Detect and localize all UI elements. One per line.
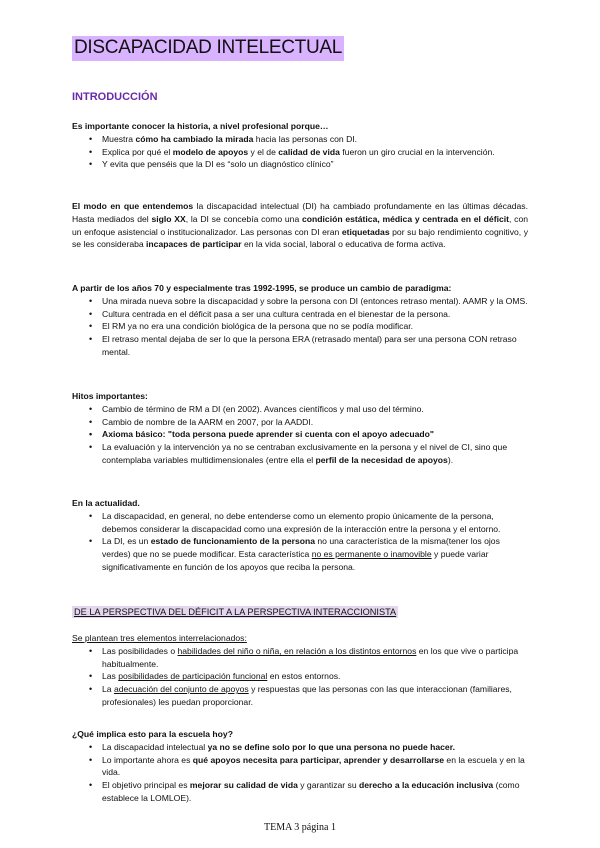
section-importance <box>72 120 528 171</box>
text: 70 <box>154 283 164 293</box>
section-milestones <box>72 390 528 467</box>
bold-text: perfil de la necesidad de apoyos <box>315 454 448 465</box>
list-item: • El RM ya no era una condición biológica de la persona que no se podía modificar. <box>72 320 528 333</box>
section-lead: Hitos importantes: <box>72 391 148 401</box>
text: , con un enfoque asistencial o institucionalizador. Las personas con DI eran <box>72 213 528 237</box>
underlined-text: posibilidades de participación funcional <box>118 671 268 682</box>
intro-heading: INTRODUCCIÓN <box>72 91 158 103</box>
bold-text: condición estática, médica y centrada en el déficit <box>302 213 509 224</box>
list-item: • La discapacidad, en general, no debe entenderse como un elemento propio únicamente de la persona, debemos considerar la discapacidad como una expresión de la interacción entre la persona y el entorno. <box>72 510 528 536</box>
section-school <box>72 728 528 805</box>
text: y puede variar significativamente en función de los apoyos que reciba la persona. <box>102 549 489 572</box>
list-item <box>72 146 528 159</box>
text: hacia las personas con DI. <box>253 133 358 144</box>
text: Lo importante ahora es <box>102 754 193 765</box>
text: Las posibilidades o <box>102 645 178 656</box>
page-title: DISCAPACIDAD INTELECTUAL <box>72 36 344 61</box>
bold-text: mejorar su calidad de vida <box>189 780 298 791</box>
list-item <box>72 441 528 467</box>
text: y respuestas que las personas con las que interaccionan (familiares, profesionales) les puedan proporcionar. <box>102 684 512 707</box>
bold-text: siglo XX <box>151 213 186 224</box>
section-lead: Se plantean tres elementos interrelacionados: <box>72 633 247 643</box>
list-item <box>72 645 528 671</box>
list-item: • Y evita que penséis que la DI es “solo un diagnóstico clínico” <box>72 158 528 171</box>
text: Explica por qué el <box>102 146 173 157</box>
text: en estos entornos. <box>267 671 341 682</box>
underlined-text: adecuación del conjunto de apoyos <box>113 684 249 695</box>
list-item: • Cultura centrada en el déficit pasa a ser una cultura centrada en el bienestar de la persona. <box>72 308 528 321</box>
text: La discapacidad intelectual <box>102 741 208 752</box>
bullet-list <box>72 645 528 709</box>
section-lead <box>72 282 528 295</box>
list-item: • Cambio de término de RM a DI (en 2002). Avances científicos y mal uso del término. <box>72 403 528 416</box>
bold-text: derecho a la educación inclusiva <box>359 780 494 791</box>
text: fueron un giro crucial en la intervención. <box>339 146 495 157</box>
underlined-text: no es permanente o inamovible <box>311 549 432 560</box>
bullet-list <box>72 741 528 805</box>
section-lead: En la actualidad. <box>72 498 140 508</box>
bullet-list <box>72 295 528 359</box>
bold-text: modelo de apoyos <box>172 146 249 157</box>
text: A partir de los años <box>72 283 155 293</box>
text: y el de <box>248 146 279 157</box>
list-item <box>72 133 528 146</box>
list-item <box>72 741 528 754</box>
text: en la vida social, laboral o educativa de forma activa. <box>241 239 446 250</box>
text: La evaluación y la intervención ya no se centraban exclusivamente en la persona y el nivel de CI, sino que contemplaba variables multidimensionales (entre ella el <box>102 442 508 465</box>
section-current <box>72 497 528 574</box>
text: Muestra <box>102 133 136 144</box>
text: La DI, es un <box>102 536 151 547</box>
list-item: • Una mirada nueva sobre la discapacidad y sobre la persona con DI (entonces retraso mental). AAMR y la OMS. <box>72 295 528 308</box>
page-footer: TEMA 3 página 1 <box>264 822 336 833</box>
list-item <box>72 683 528 709</box>
section-elements <box>72 632 528 709</box>
text: no una característica de la misma(tener los ojos verdes) que no se puede modificar. Esta característica <box>102 536 500 560</box>
text: El objetivo principal es <box>102 780 190 791</box>
text: (como establece la LOMLOE). <box>102 780 520 803</box>
bullet-list <box>72 133 528 171</box>
text: en la escuela y en la vida. <box>102 754 525 778</box>
bold-text: estado de funcionamiento de la persona <box>150 536 316 547</box>
section-lead: ¿Qué implica esto para la escuela hoy? <box>72 729 233 739</box>
list-item <box>72 779 528 805</box>
list-item <box>72 670 528 683</box>
text: en los que vive o participa habitualmente. <box>102 645 519 669</box>
section-heading: DE LA PERSPECTIVA DEL DÉFICIT A LA PERSPECTIVA INTERACCIONISTA <box>74 607 397 617</box>
text: la discapacidad intelectual (DI) ha cambiado profundamente en las últimas décadas. Hasta mediados del <box>72 201 528 224</box>
bold-text: cómo ha cambiado la mirada <box>135 133 254 144</box>
list-item: • Cambio de nombre de la AARM en 2007, por la AADDI. <box>72 416 528 429</box>
text: y garantizar su <box>297 780 359 791</box>
text: La <box>102 684 114 695</box>
bold-text: ya no se define solo por lo que una persona no puede hacer. <box>207 741 455 752</box>
text: Las <box>102 671 119 682</box>
text: por su bajo rendimiento cognitivo, y se les consideraba <box>72 226 528 250</box>
section-lead: Es importante conocer la historia, a nivel profesional porque… <box>72 121 329 131</box>
text: ). <box>447 454 454 465</box>
section-paragraph <box>72 200 528 251</box>
section-paradigm <box>72 282 528 359</box>
text: y especialmente tras 1992-1995, se produce un cambio de paradigma: <box>163 283 452 293</box>
list-item <box>72 754 528 780</box>
bullet-list <box>72 510 528 574</box>
text: , la DI se concebía como una <box>185 213 302 224</box>
bold-text: incapaces de participar <box>146 239 242 250</box>
underlined-text: habilidades del niño o niña, en relación a los distintos entornos <box>177 645 417 656</box>
list-item <box>72 535 528 573</box>
bold-text: qué apoyos necesita para participar, aprender y desarrollarse <box>192 754 445 765</box>
bullet-list <box>72 403 528 467</box>
list-item: • El retraso mental dejaba de ser lo que la persona ERA (retrasado mental) para ser una persona CON retraso mental. <box>72 333 528 359</box>
bold-text: etiquetadas <box>341 226 390 237</box>
bold-text: calidad de vida <box>278 146 340 157</box>
bold-text: El modo en que entendemos <box>72 201 194 211</box>
paragraph <box>72 200 528 251</box>
list-item: • Axioma básico: "toda persona puede aprender si cuenta con el apoyo adecuado" <box>72 428 528 441</box>
